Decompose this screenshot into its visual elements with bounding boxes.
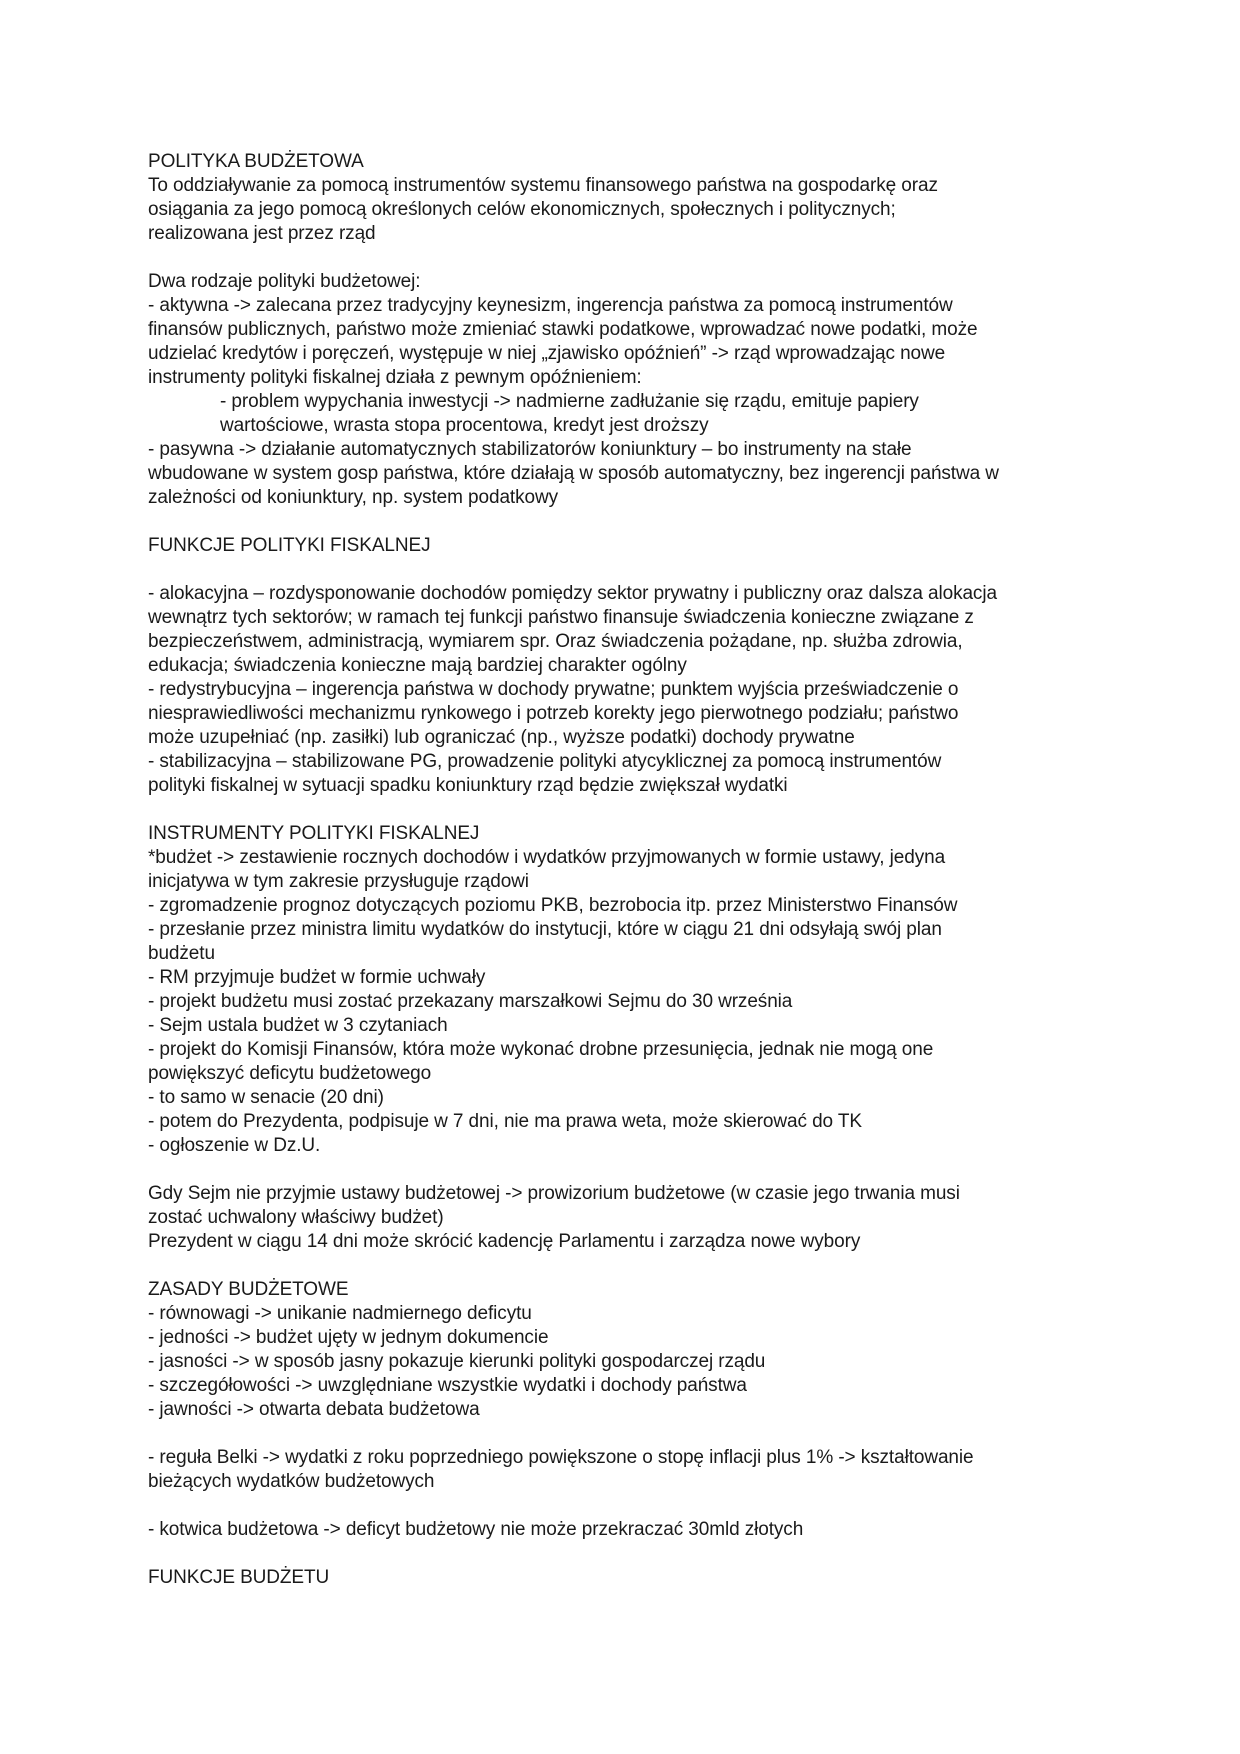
- list-item: - jasności -> w sposób jasny pokazuje kierunki polityki gospodarczej rządu: [148, 1351, 766, 1372]
- list-item: - stabilizacyjna – stabilizowane PG, prowadzenie polityki atycyklicznej za pomocą instrumentów: [148, 751, 942, 772]
- list-item: - przesłanie przez ministra limitu wydatków do instytucji, które w ciągu 21 dni odsyłają swój plan: [148, 919, 942, 940]
- list-item: - jedności -> budżet ujęty w jednym dokumencie: [148, 1327, 549, 1348]
- list-item: - redystrybucyjna – ingerencja państwa w dochody prywatne; punktem wyjścia przeświadczenie o: [148, 679, 959, 700]
- document-body: [148, 150, 1108, 1590]
- text-line: osiągania za jego pomocą określonych celów ekonomicznych, społecznych i politycznych;: [148, 199, 896, 220]
- paragraph-gap: [148, 558, 1108, 582]
- section-heading-funkcje-polityki-fiskalnej: FUNKCJE POLITYKI FISKALNEJ: [148, 535, 431, 556]
- list-item: - to samo w senacie (20 dni): [148, 1087, 384, 1108]
- text-line: Prezydent w ciągu 14 dni może skrócić kadencję Parlamentu i zarządza nowe wybory: [148, 1231, 861, 1252]
- text-line: polityki fiskalnej w sytuacji spadku koniunktury rząd będzie zwiększał wydatki: [148, 775, 788, 796]
- paragraph-gap: [148, 1422, 1108, 1446]
- paragraph-gap: [148, 1158, 1108, 1182]
- text-line: zależności od koniunktury, np. system podatkowy: [148, 487, 558, 508]
- list-item: - szczegółowości -> uwzględniane wszystkie wydatki i dochody państwa: [148, 1375, 747, 1396]
- paragraph-gap: [148, 798, 1108, 822]
- indented-list-item: - problem wypychania inwestycji -> nadmierne zadłużanie się rządu, emituje papiery: [220, 391, 919, 412]
- section-heading-polityka-budzetowa: POLITYKA BUDŻETOWA: [148, 151, 364, 172]
- list-item: - jawności -> otwarta debata budżetowa: [148, 1399, 480, 1420]
- list-item: - projekt budżetu musi zostać przekazany marszałkowi Sejmu do 30 września: [148, 991, 793, 1012]
- paragraph-gap: [148, 1254, 1108, 1278]
- text-line: *budżet -> zestawienie rocznych dochodów i wydatków przyjmowanych w formie ustawy, jedyna: [148, 847, 946, 868]
- text-line: budżetu: [148, 943, 215, 964]
- section-heading-instrumenty-polityki-fiskalnej: INSTRUMENTY POLITYKI FISKALNEJ: [148, 823, 480, 844]
- text-line: zostać uchwalony właściwy budżet): [148, 1207, 444, 1228]
- section-heading-funkcje-budzetu: FUNKCJE BUDŻETU: [148, 1567, 330, 1588]
- list-item: - reguła Belki -> wydatki z roku poprzedniego powiększone o stopę inflacji plus 1% -> kształtowanie: [148, 1447, 974, 1468]
- text-line: powiększyć deficytu budżetowego: [148, 1063, 432, 1084]
- list-item: - alokacyjna – rozdysponowanie dochodów pomiędzy sektor prywatny i publiczny oraz dalsza alokacja: [148, 583, 997, 604]
- list-item: - pasywna -> działanie automatycznych stabilizatorów koniunktury – bo instrumenty na stałe: [148, 439, 912, 460]
- text-line: może uzupełniać (np. zasiłki) lub ograniczać (np., wyższe podatki) dochody prywatne: [148, 727, 855, 748]
- paragraph-gap: [148, 1542, 1108, 1566]
- text-line: udzielać kredytów i poręczeń, występuje w niej „zjawisko opóźnień” -> rząd wprowadzając nowe: [148, 343, 946, 364]
- list-item: - RM przyjmuje budżet w formie uchwały: [148, 967, 486, 988]
- list-item: - projekt do Komisji Finansów, która może wykonać drobne przesunięcia, jednak nie mogą one: [148, 1039, 934, 1060]
- indented-text-line: wartościowe, wrasta stopa procentowa, kredyt jest droższy: [220, 415, 709, 436]
- text-line: edukacja; świadczenia konieczne mają bardziej charakter ogólny: [148, 655, 687, 676]
- list-item: - Sejm ustala budżet w 3 czytaniach: [148, 1015, 448, 1036]
- text-line: bieżących wydatków budżetowych: [148, 1471, 435, 1492]
- paragraph-gap: [148, 1494, 1108, 1518]
- text-line: inicjatywa w tym zakresie przysługuje rządowi: [148, 871, 529, 892]
- section-heading-zasady-budzetowe: ZASADY BUDŻETOWE: [148, 1279, 349, 1300]
- list-item: - ogłoszenie w Dz.U.: [148, 1135, 321, 1156]
- text-line: instrumenty polityki fiskalnej działa z pewnym opóźnieniem:: [148, 367, 642, 388]
- list-item: - równowagi -> unikanie nadmiernego deficytu: [148, 1303, 532, 1324]
- text-line: wewnątrz tych sektorów; w ramach tej funkcji państwo finansuje świadczenia konieczne związane z: [148, 607, 974, 628]
- text-line: Gdy Sejm nie przyjmie ustawy budżetowej -> prowizorium budżetowe (w czasie jego trwania musi: [148, 1183, 960, 1204]
- list-item: - potem do Prezydenta, podpisuje w 7 dni, nie ma prawa weta, może skierować do TK: [148, 1111, 862, 1132]
- text-line: niesprawiedliwości mechanizmu rynkowego i potrzeb korekty jego pierwotnego podziału; państwo: [148, 703, 959, 724]
- paragraph-gap: [148, 246, 1108, 270]
- text-line: finansów publicznych, państwo może zmieniać stawki podatkowe, wprowadzać nowe podatki, może: [148, 319, 978, 340]
- text-line: wbudowane w system gosp państwa, które działają w sposób automatyczny, bez ingerencji państwa w: [148, 463, 999, 484]
- text-line: To oddziaływanie za pomocą instrumentów systemu finansowego państwa na gospodarkę oraz: [148, 175, 938, 196]
- list-item: - kotwica budżetowa -> deficyt budżetowy nie może przekraczać 30mld złotych: [148, 1519, 804, 1540]
- paragraph-gap: [148, 510, 1108, 534]
- text-line: Dwa rodzaje polityki budżetowej:: [148, 271, 421, 292]
- text-line: bezpieczeństwem, administracją, wymiarem spr. Oraz świadczenia pożądane, np. służba zdrowia,: [148, 631, 963, 652]
- text-line: realizowana jest przez rząd: [148, 223, 376, 244]
- list-item: - aktywna -> zalecana przez tradycyjny keynesizm, ingerencja państwa za pomocą instrumentów: [148, 295, 953, 316]
- list-item: - zgromadzenie prognoz dotyczących poziomu PKB, bezrobocia itp. przez Ministerstwo Finansów: [148, 895, 958, 916]
